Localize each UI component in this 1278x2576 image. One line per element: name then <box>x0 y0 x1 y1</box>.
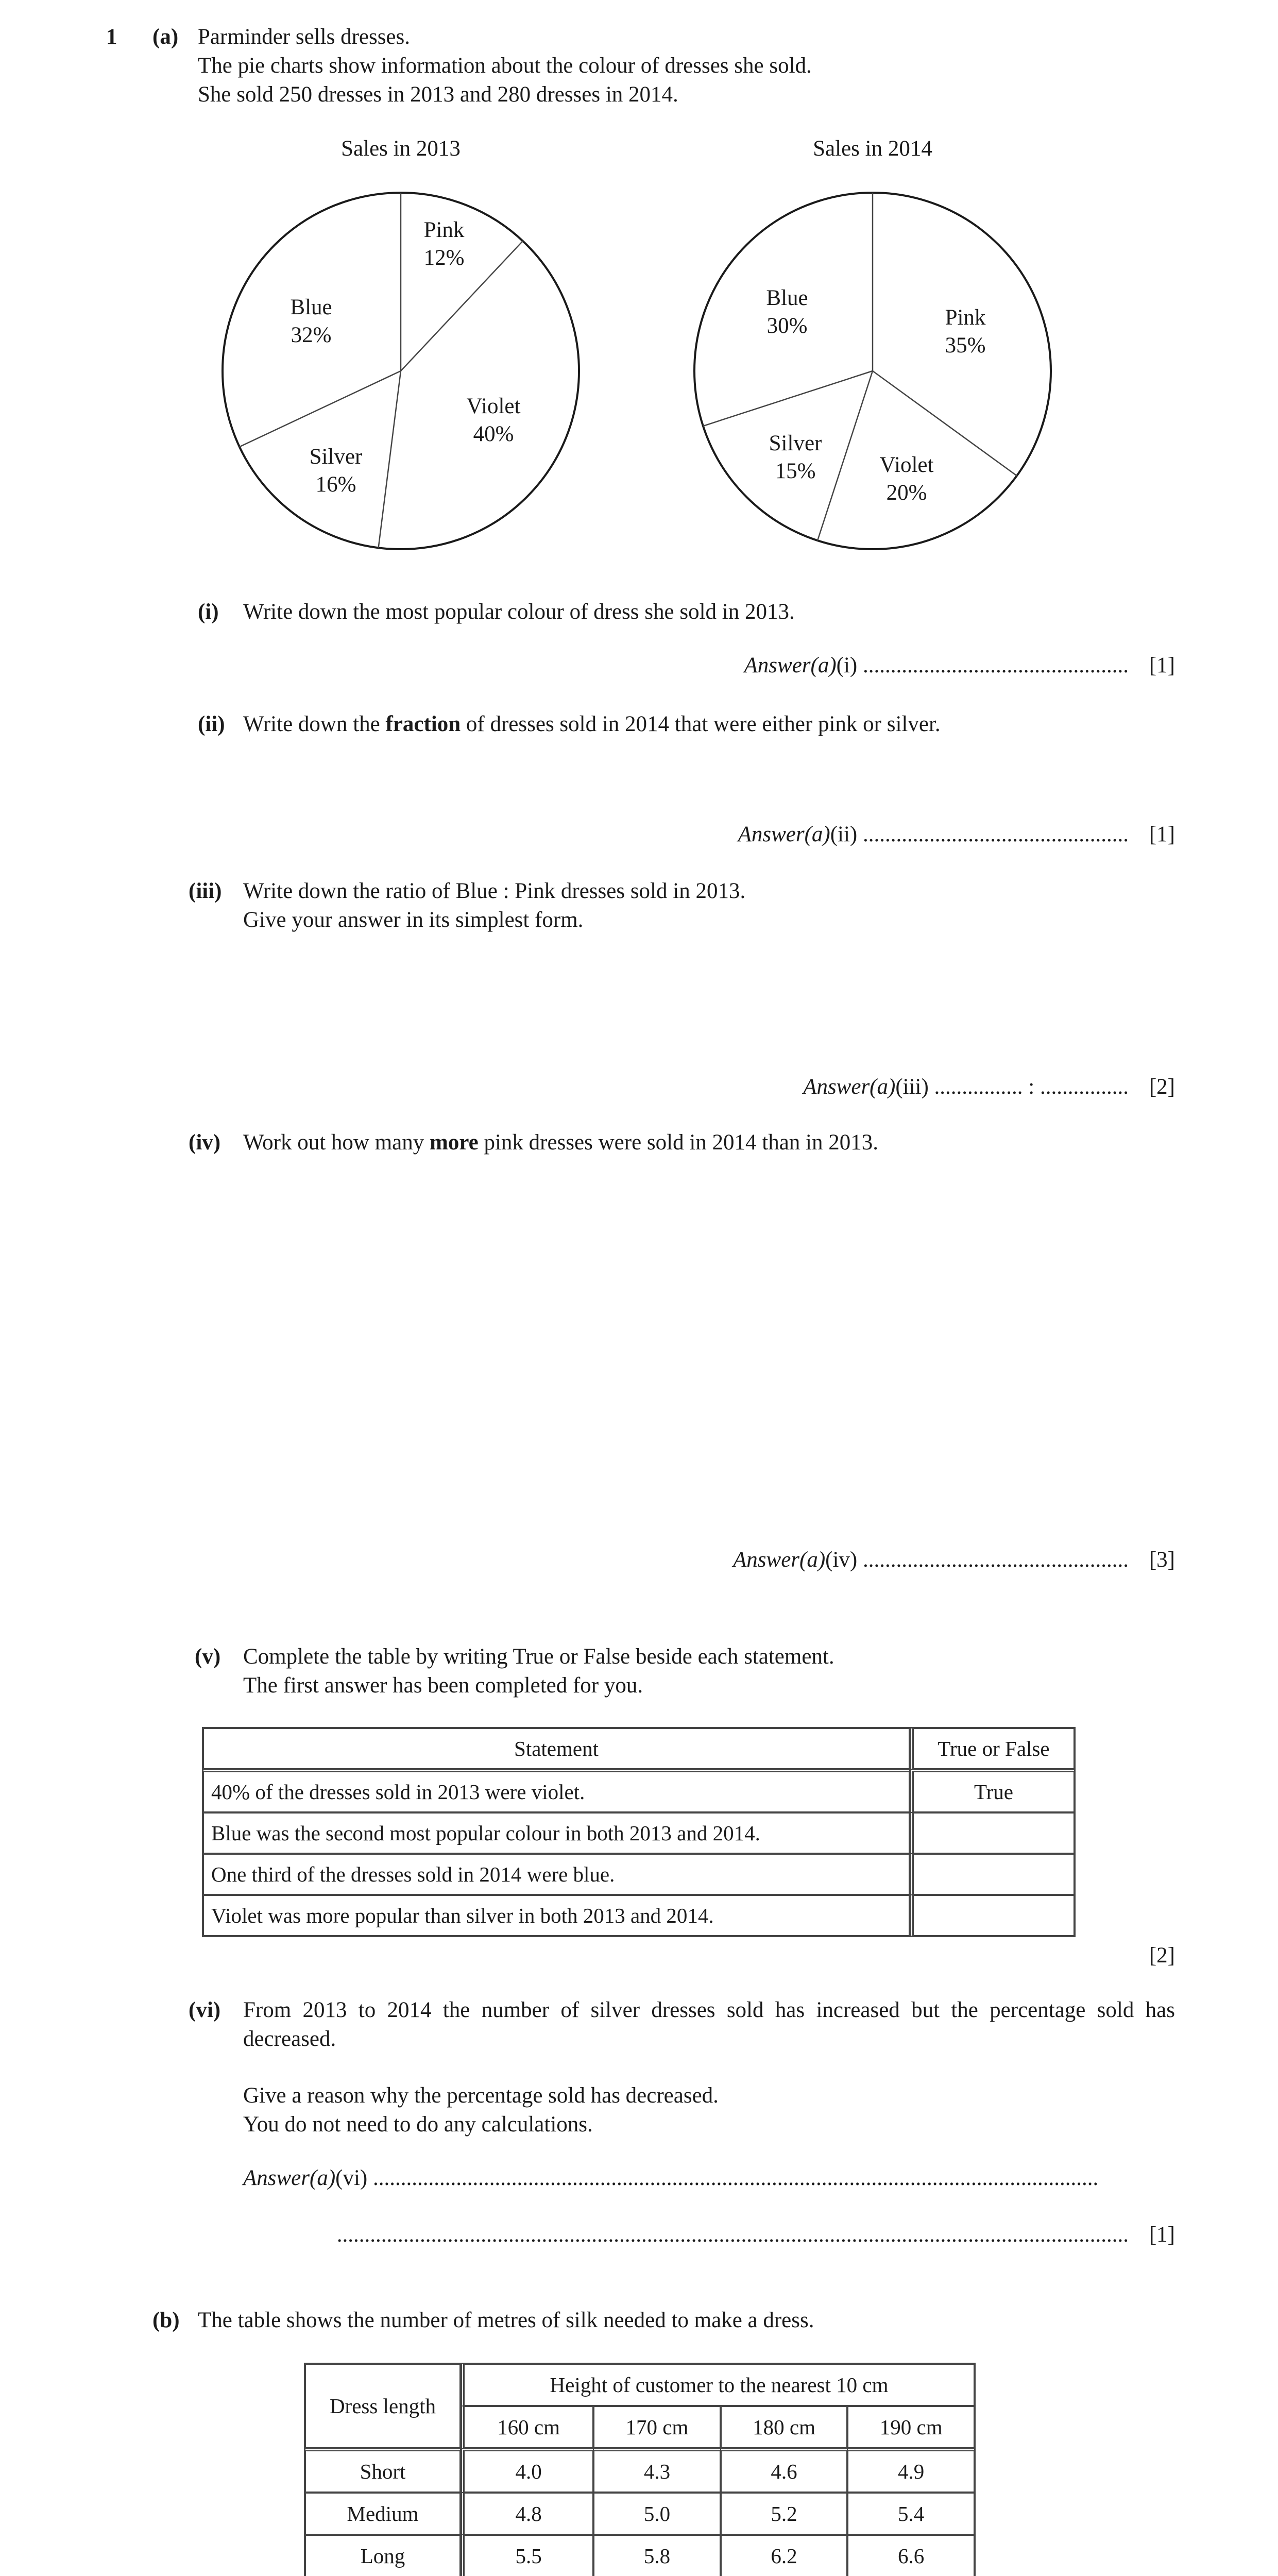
slice-percent: 35% <box>945 333 986 358</box>
q-vi-marks: [1] <box>1149 2223 1175 2247</box>
slice-percent: 32% <box>291 323 332 347</box>
part-a-intro-1: Parminder sells dresses. <box>198 25 411 49</box>
table-cell: 4.0 <box>461 2448 593 2493</box>
answer-label: Answer(a) <box>744 653 837 677</box>
slice-percent: 16% <box>315 472 356 497</box>
table-row <box>203 1812 1075 1854</box>
q-i-marks: [1] <box>1149 653 1175 677</box>
slice-label: Silver <box>309 445 363 469</box>
q-ii-text-bold: fraction <box>385 712 461 736</box>
pie-slice-blue <box>240 371 401 447</box>
part-a-intro-3: She sold 250 dresses in 2013 and 280 dresses in 2014. <box>198 82 678 107</box>
q-vi-answer-line-2[interactable]: ............................................................................................................................................... <box>336 2223 1129 2247</box>
statement-cell: One third of the dresses sold in 2014 were blue. <box>203 1854 910 1895</box>
slice-label: Blue <box>290 295 332 319</box>
statement-cell: Blue was the second most popular colour in both 2013 and 2014. <box>203 1812 910 1854</box>
q-vi-answer-line-1[interactable] <box>243 2164 1098 2193</box>
pie-charts <box>0 124 1278 567</box>
pie-title: Sales in 2013 <box>341 137 461 161</box>
table-header-row <box>203 1728 1075 1769</box>
answer-label: Answer(a) <box>243 2166 336 2190</box>
table-cell: 6.2 <box>721 2535 848 2576</box>
answer-cell[interactable] <box>910 1812 1075 1854</box>
part-b-intro: The table shows the number of metres of silk needed to make a dress. <box>198 2308 814 2332</box>
table-row <box>203 1769 1075 1812</box>
q-ii-text <box>243 710 941 739</box>
statement-cell: Violet was more popular than silver in both 2013 and 2014. <box>203 1895 910 1936</box>
q-v-text-2: The first answer has been completed for you. <box>243 1673 643 1698</box>
table-row <box>305 2448 975 2493</box>
table-cell: 5.0 <box>593 2493 721 2535</box>
q-iv-marks: [3] <box>1149 1548 1175 1572</box>
slice-percent: 12% <box>423 246 465 270</box>
answer-label: Answer(a) <box>733 1548 826 1572</box>
slice-label: Pink <box>945 306 986 330</box>
slice-label: Blue <box>766 286 808 310</box>
answer-dots[interactable]: ................................................................................................................................... <box>372 2166 1099 2190</box>
answer-dots[interactable]: ................................................ <box>863 653 1129 677</box>
q-ii-label: (ii) <box>198 712 225 736</box>
q-ii-text-post: of dresses sold in 2014 that were either pink or silver. <box>461 712 941 736</box>
row-label: Short <box>305 2448 461 2493</box>
answer-cell[interactable] <box>910 1895 1075 1936</box>
answer-tag: (iii) <box>895 1075 934 1099</box>
table-cell: 4.3 <box>593 2448 721 2493</box>
q-ii-marks: [1] <box>1149 822 1175 846</box>
q-iv-label: (iv) <box>189 1130 221 1155</box>
q-iii-text-2: Give your answer in its simplest form. <box>243 908 584 932</box>
slice-label: Violet <box>879 453 934 477</box>
q-vi-label: (vi) <box>189 1998 221 2022</box>
q-vi-text-4: You do not need to do any calculations. <box>243 2112 593 2137</box>
answer-tag: (ii) <box>830 822 863 846</box>
q-iii-answer-line[interactable] <box>803 1073 1129 1101</box>
table-cell: 5.2 <box>721 2493 848 2535</box>
pie-slice-blue <box>703 371 873 426</box>
q-iii-marks: [2] <box>1149 1075 1175 1099</box>
slice-label: Violet <box>466 394 521 418</box>
slice-label: Pink <box>423 218 465 242</box>
table-header-true-false: True or False <box>910 1728 1075 1769</box>
part-b-label: (b) <box>152 2308 180 2332</box>
dress-length-header: Dress length <box>305 2364 461 2448</box>
statement-cell: 40% of the dresses sold in 2013 were violet. <box>203 1769 910 1812</box>
answer-cell[interactable] <box>910 1854 1075 1895</box>
table-cell: 5.5 <box>461 2535 593 2576</box>
table-row <box>305 2493 975 2535</box>
column-header: 180 cm <box>721 2406 848 2448</box>
slice-percent: 20% <box>886 481 927 505</box>
q-vi-text-3: Give a reason why the percentage sold has decreased. <box>243 2083 719 2108</box>
table-cell: 5.4 <box>847 2493 975 2535</box>
q-iii-label: (iii) <box>189 879 222 903</box>
silk-table <box>304 2363 976 2576</box>
answer-label: Answer(a) <box>803 1075 896 1099</box>
answer-tag: (iv) <box>825 1548 863 1572</box>
column-header: 190 cm <box>847 2406 975 2448</box>
statement-table <box>202 1727 1076 1937</box>
table-cell: 4.8 <box>461 2493 593 2535</box>
q-ii-text-pre: Write down the <box>243 712 386 736</box>
q-v-label: (v) <box>195 1645 221 1669</box>
answer-dots[interactable]: ................................................ <box>863 1548 1129 1572</box>
slice-percent: 40% <box>473 422 514 446</box>
pie-title: Sales in 2014 <box>813 137 932 161</box>
q-iv-answer-line[interactable] <box>733 1546 1129 1574</box>
q-ii-answer-line[interactable] <box>738 820 1129 849</box>
table-row <box>203 1895 1075 1936</box>
column-header: 160 cm <box>461 2406 593 2448</box>
answer-cell: True <box>910 1769 1075 1812</box>
q-iii-text-1: Write down the ratio of Blue : Pink dresses sold in 2013. <box>243 879 746 903</box>
pie-chart-2013 <box>223 137 579 549</box>
q-iv-text-post: pink dresses were sold in 2014 than in 2013. <box>478 1130 879 1155</box>
answer-tag: (i) <box>836 653 863 677</box>
q-i-text: Write down the most popular colour of dress she sold in 2013. <box>243 600 795 624</box>
table-row <box>203 1854 1075 1895</box>
question-number: 1 <box>106 25 117 49</box>
silk-table-header-row <box>305 2364 975 2406</box>
answer-tag: (vi) <box>335 2166 373 2190</box>
table-cell: 4.6 <box>721 2448 848 2493</box>
q-iv-text-bold: more <box>430 1130 479 1155</box>
q-iv-text <box>243 1128 878 1157</box>
q-vi-text-2: decreased. <box>243 2027 336 2051</box>
q-iv-text-pre: Work out how many <box>243 1130 430 1155</box>
table-cell: 6.6 <box>847 2535 975 2576</box>
row-label: Long <box>305 2535 461 2576</box>
height-group-header: Height of customer to the nearest 10 cm <box>461 2364 975 2406</box>
part-a-intro-2: The pie charts show information about the colour of dresses she sold. <box>198 54 812 78</box>
table-row <box>305 2535 975 2576</box>
q-vi-text-1: From 2013 to 2014 the number of silver dresses sold has increased but the percentage sold has <box>243 1998 1175 2022</box>
q-v-marks: [2] <box>1149 1943 1175 1968</box>
q-i-label: (i) <box>198 600 219 624</box>
part-a-label: (a) <box>152 25 179 49</box>
table-cell: 5.8 <box>593 2535 721 2576</box>
q-v-text-1: Complete the table by writing True or False beside each statement. <box>243 1645 834 1669</box>
q-i-answer-line[interactable] <box>744 651 1129 680</box>
pie-slice-silver <box>379 371 401 548</box>
column-header: 170 cm <box>593 2406 721 2448</box>
pie-slice-silver <box>817 371 873 540</box>
answer-dots[interactable]: ................ : ................ <box>934 1075 1129 1099</box>
answer-label: Answer(a) <box>738 822 830 846</box>
slice-percent: 30% <box>766 314 808 338</box>
table-header-statement: Statement <box>203 1728 910 1769</box>
table-cell: 4.9 <box>847 2448 975 2493</box>
slice-label: Silver <box>769 431 822 455</box>
slice-percent: 15% <box>775 459 816 483</box>
pie-chart-2014 <box>694 137 1051 549</box>
answer-dots[interactable]: ................................................ <box>863 822 1129 846</box>
row-label: Medium <box>305 2493 461 2535</box>
